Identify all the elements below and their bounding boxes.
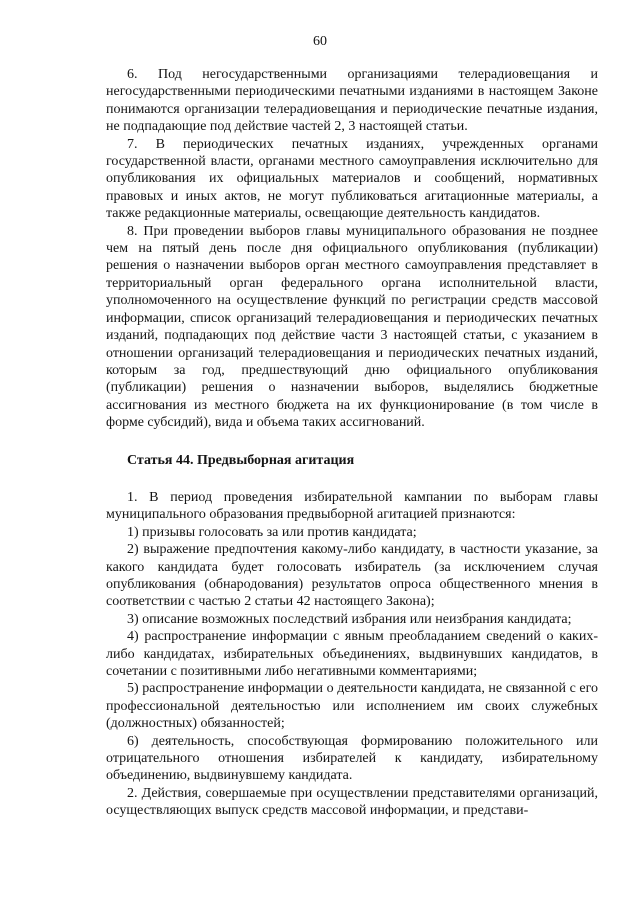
document-body xyxy=(106,66,598,820)
paragraph-8: 8. При проведении выборов главы муниципального образования не позднее чем на пятый день после дня официального опубликования (публикации) решения о назначении выборов орган местного самоуправления представляет в территориальный орган федерального органа исполнительной власти, уполномоченного на осуществление функций по регистрации средств массовой информации, список организаций телерадиовещания и периодических печатных изданий, подпадающих под действие части 3 настоящей статьи, с указанием в отношении организаций телерадиовещания и периодических печатных изданий, которым за год, предшествующий дню официального опубликования (публикации) решения о назначении выборов, выделялись бюджетные ассигнования из местного бюджета на их функционирование (в том числе в форме субсидий), вида и объема таких ассигнований. xyxy=(106,223,598,431)
paragraph-6: 6. Под негосударственными организациями телерадиовещания и негосударственными периодическими печатными изданиями в настоящем Законе понимаются организации телерадиовещания и периодические печатные издания, не подпадающие под действие частей 2, 3 настоящей статьи. xyxy=(106,67,598,135)
article-44-part-1: 1. В период проведения избирательной кампании по выборам главы муниципального образования предвыборной агитацией признаются: xyxy=(106,489,598,523)
paragraph-7: 7. В периодических печатных изданиях, учрежденных органами государственной власти, органами местного самоуправления исключительно для опубликования их официальных материалов и сообщений, нормативных правовых и иных актов, не могут публиковаться агитационные материалы, а также редакционные материалы, освещающие деятельность кандидатов. xyxy=(106,136,598,222)
spacer xyxy=(106,432,598,452)
spacer xyxy=(106,469,598,489)
article-44-part-2: 2. Действия, совершаемые при осуществлении представителями организаций, осуществляющих выпуск средств массовой информации, и представи- xyxy=(106,785,598,819)
list-item-3: 3) описание возможных последствий избрания или неизбрания кандидата; xyxy=(127,611,572,627)
list-item-4: 4) распространение информации с явным преобладанием сведений о каких-либо кандидатах, избирательных объединениях, выдвинувших кандидатов, в сочетании с позитивными либо негативными комментариями; xyxy=(106,629,598,679)
article-heading: Статья 44. Предвыборная агитация xyxy=(127,452,355,468)
list-item-1: 1) призывы голосовать за или против кандидата; xyxy=(127,524,417,540)
list-item-6: 6) деятельность, способствующая формированию положительного или отрицательного отношения избирателей к кандидату, избирательному объединению, выдвинувшему кандидата. xyxy=(106,733,598,784)
page-number: 60 xyxy=(313,34,327,49)
list-item-2: 2) выражение предпочтения какому-либо кандидату, в частности указание, за какого кандидата будет голосовать избиратель (за исключением случая опубликования (обнародования) результатов опроса общественного мнения в соответствии с частью 2 статьи 42 настоящего Закона); xyxy=(106,542,598,610)
list-item-5: 5) распространение информации о деятельности кандидата, не связанной с его профессиональной деятельностью или исполнением им своих служебных (должностных) обязанностей; xyxy=(106,681,598,732)
